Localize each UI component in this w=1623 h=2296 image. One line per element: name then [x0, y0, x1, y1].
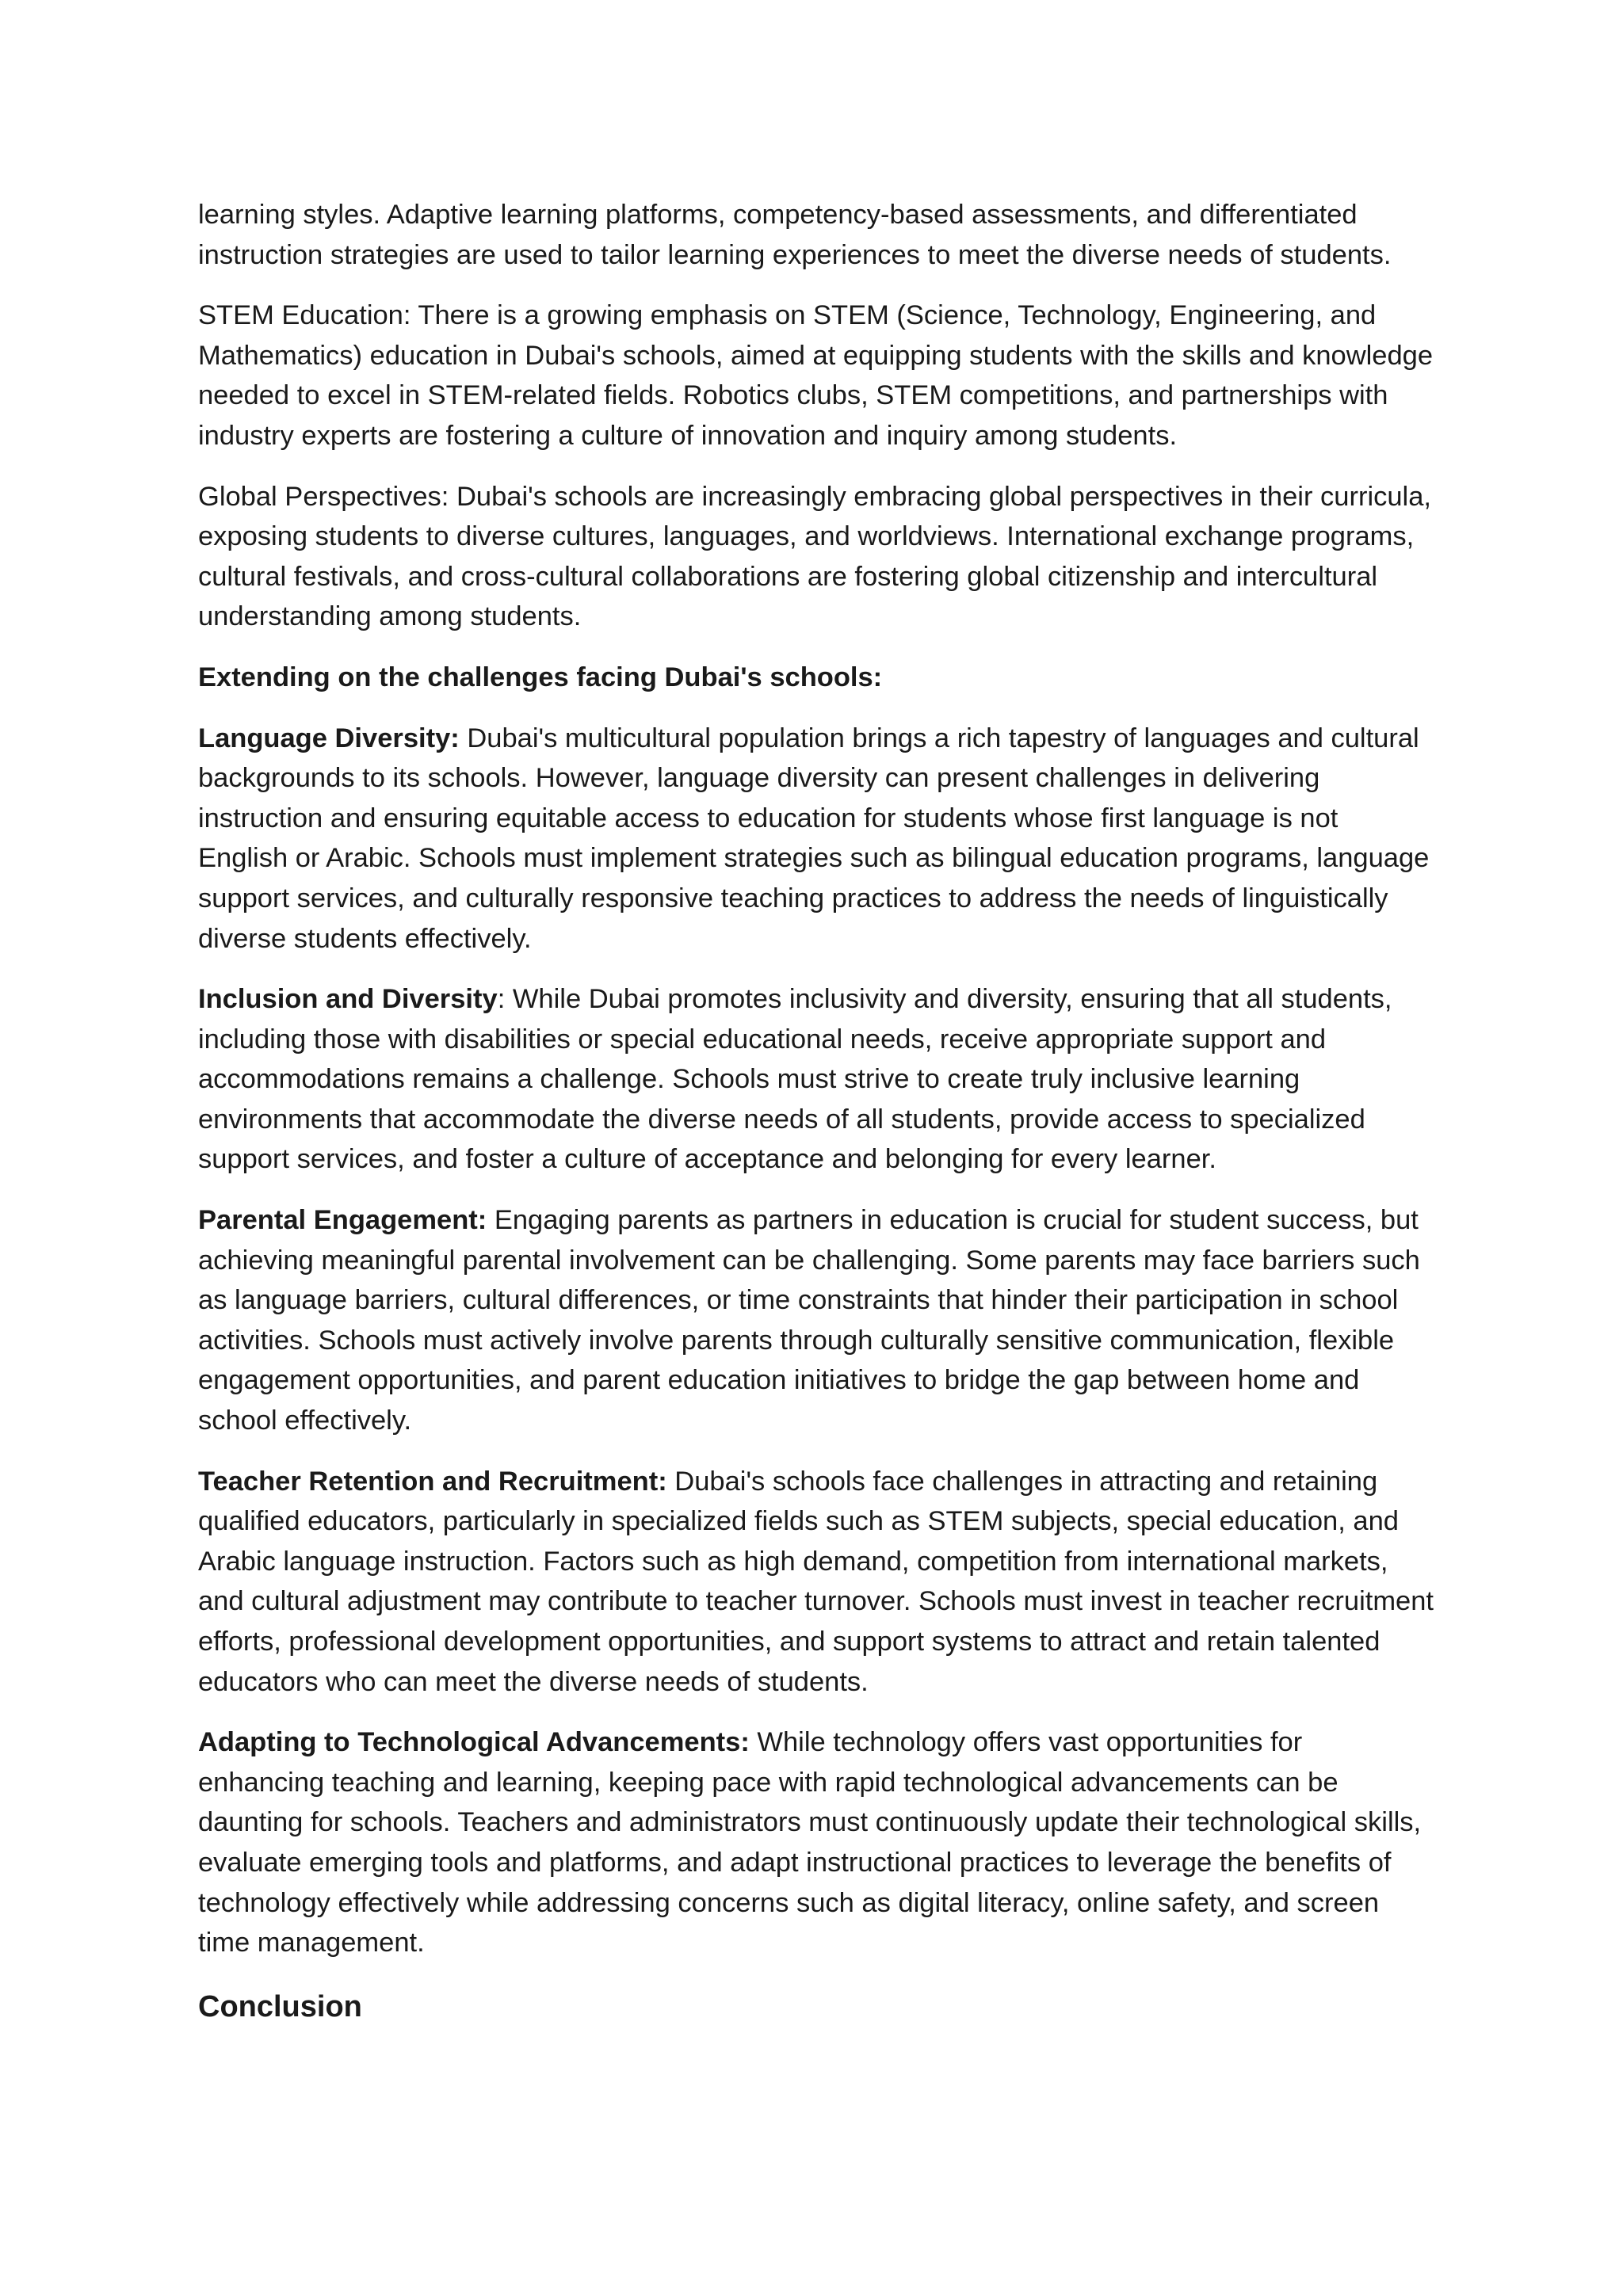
label-teacher-retention: Teacher Retention and Recruitment:: [198, 1466, 667, 1497]
paragraph-language-diversity: [198, 719, 1434, 959]
challenges-heading: Extending on the challenges facing Dubai's schools:: [198, 662, 883, 692]
paragraph-teacher-retention: [198, 1462, 1434, 1703]
paragraph-inclusion-diversity: [198, 979, 1434, 1180]
text-teacher-retention: Dubai's schools face challenges in attracting and retaining qualified educators, particularly in specialized fields such as STEM subjects, special education, and Arabic language instruction. Factors such as high demand, competition from international markets, and cultural adjustment may contribute to teacher turnover. Schools must invest in teacher recruitment efforts, professional development opportunities, and support systems to attract and retain talented educators who can meet the diverse needs of students.: [198, 1466, 1434, 1697]
label-parental-engagement: Parental Engagement:: [198, 1205, 487, 1236]
label-technological-advancements: Adapting to Technological Advancements:: [198, 1727, 750, 1758]
text-inclusion-diversity: : While Dubai promotes inclusivity and diversity, ensuring that all students, including those with disabilities or special educational needs, receive appropriate support and accommodations remains a challenge. Schools must strive to create truly inclusive learning environments that accommodate the diverse needs of all students, provide access to specialized support services, and foster a culture of acceptance and belonging for every learner.: [198, 984, 1392, 1175]
label-inclusion-diversity: Inclusion and Diversity: [198, 984, 498, 1015]
paragraph-stem-education: STEM Education: There is a growing emphasis on STEM (Science, Technology, Engineering, and Mathematics) education in Dubai's schools, aimed at equipping students with the skills and knowledge needed to excel in STEM-related fields. Robotics clubs, STEM competitions, and partnerships with industry experts are fostering a culture of innovation and inquiry among students.: [198, 300, 1434, 451]
paragraph-global-perspectives: Global Perspectives: Dubai's schools are increasingly embracing global perspectives in their curricula, exposing students to diverse cultures, languages, and worldviews. International exchange programs, cultural festivals, and cross-cultural collaborations are fostering global citizenship and intercultural understanding among students.: [198, 481, 1431, 632]
label-language-diversity: Language Diversity:: [198, 723, 460, 753]
text-technological-advancements: While technology offers vast opportunities for enhancing teaching and learning, keeping pace with rapid technological advancements can be daunting for schools. Teachers and administrators must continuously update their technological skills, evaluate emerging tools and platforms, and adapt instructional practices to leverage the benefits of technology effectively while addressing concerns such as digital literacy, online safety, and screen time management.: [198, 1727, 1422, 1958]
text-language-diversity: Dubai's multicultural population brings a rich tapestry of languages and cultural backgrounds to its schools. However, language diversity can present challenges in delivering instruction and ensuring equitable access to education for students whose first language is not English or Arabic. Schools must implement strategies such as bilingual education programs, language support services, and culturally responsive teaching practices to address the needs of linguistically diverse students effectively.: [198, 723, 1430, 954]
conclusion-heading: Conclusion: [198, 1989, 362, 2023]
paragraph-parental-engagement: [198, 1200, 1434, 1441]
paragraph-learning-styles: learning styles. Adaptive learning platforms, competency-based assessments, and differentiated instruction strategies are used to tailor learning experiences to meet the diverse needs of students.: [198, 200, 1392, 270]
text-parental-engagement: Engaging parents as partners in education is crucial for student success, but achieving meaningful parental involvement can be challenging. Some parents may face barriers such as language barriers, cultural differences, or time constraints that hinder their participation in school activities. Schools must actively involve parents through culturally sensitive communication, flexible engagement opportunities, and parent education initiatives to bridge the gap between home and school effectively.: [198, 1205, 1420, 1436]
document-page: [198, 195, 1434, 2028]
paragraph-technological-advancements: [198, 1722, 1434, 1963]
